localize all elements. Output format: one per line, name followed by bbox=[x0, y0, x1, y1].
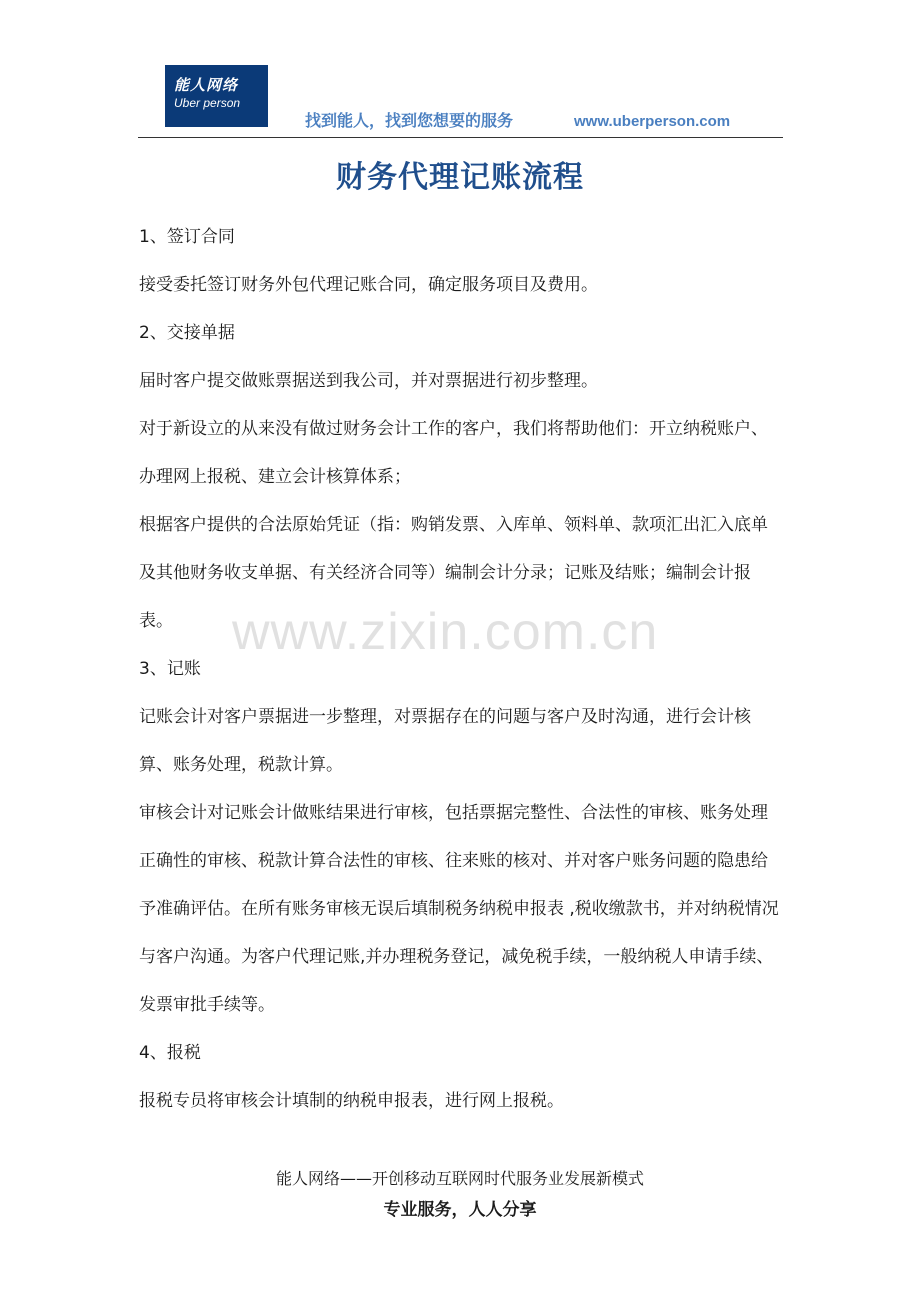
header-url: www.uberperson.com bbox=[574, 113, 731, 130]
section-heading-handover: 2、交接单据 bbox=[139, 323, 235, 343]
watermark: www.zixin.com.cn bbox=[232, 603, 659, 661]
document-title: 财务代理记账流程 bbox=[336, 160, 584, 195]
paragraph: 对于新设立的从来没有做过财务会计工作的客户，我们将帮助他们：开立纳税账户、办理网上报税、建立会计核算体系； bbox=[139, 419, 768, 487]
section-heading-contract: 1、签订合同 bbox=[139, 227, 235, 247]
paragraph: 记账会计对客户票据进一步整理，对票据存在的问题与客户及时沟通，进行会计核算、账务处理，税款计算。 bbox=[139, 707, 751, 775]
paragraph: 届时客户提交做账票据送到我公司，并对票据进行初步整理。 bbox=[139, 371, 598, 391]
header-divider bbox=[138, 137, 783, 138]
footer-slogan: 能人网络——开创移动互联网时代服务业发展新模式 bbox=[275, 1169, 644, 1188]
paragraph: 报税专员将审核会计填制的纳税申报表，进行网上报税。 bbox=[139, 1091, 564, 1111]
paragraph: 接受委托签订财务外包代理记账合同，确定服务项目及费用。 bbox=[139, 275, 598, 295]
paragraph: 审核会计对记账会计做账结果进行审核，包括票据完整性、合法性的审核、账务处理正确性的审核、税款计算合法性的审核、往来账的核对、并对客户账务问题的隐患给予准确评估。在所有账务审核无误后填制税务纳税申报表 ,税收缴款书，并对纳税情况与客户沟通。为客户代理记账,并办理税务登记，减免税手续，一般纳税人申请手续、发票审批手续等。 bbox=[139, 803, 779, 1015]
footer-motto: 专业服务，人人分享 bbox=[383, 1200, 537, 1220]
document-body bbox=[139, 222, 784, 1134]
section-heading-tax-filing: 4、报税 bbox=[139, 1043, 201, 1063]
logo-chinese-text: 能人网络 bbox=[174, 76, 239, 94]
paragraph: 根据客户提供的合法原始凭证（指：购销发票、入库单、领料单、款项汇出汇入底单及其他财务收支单据、有关经济合同等）编制会计分录；记账及结账；编制会计报表。 bbox=[139, 515, 768, 631]
logo-english-text: Uber person bbox=[174, 96, 241, 110]
header-tagline: 找到能人，找到您想要的服务 bbox=[305, 111, 514, 130]
section-heading-bookkeeping: 3、记账 bbox=[139, 659, 201, 679]
company-logo bbox=[165, 65, 268, 127]
